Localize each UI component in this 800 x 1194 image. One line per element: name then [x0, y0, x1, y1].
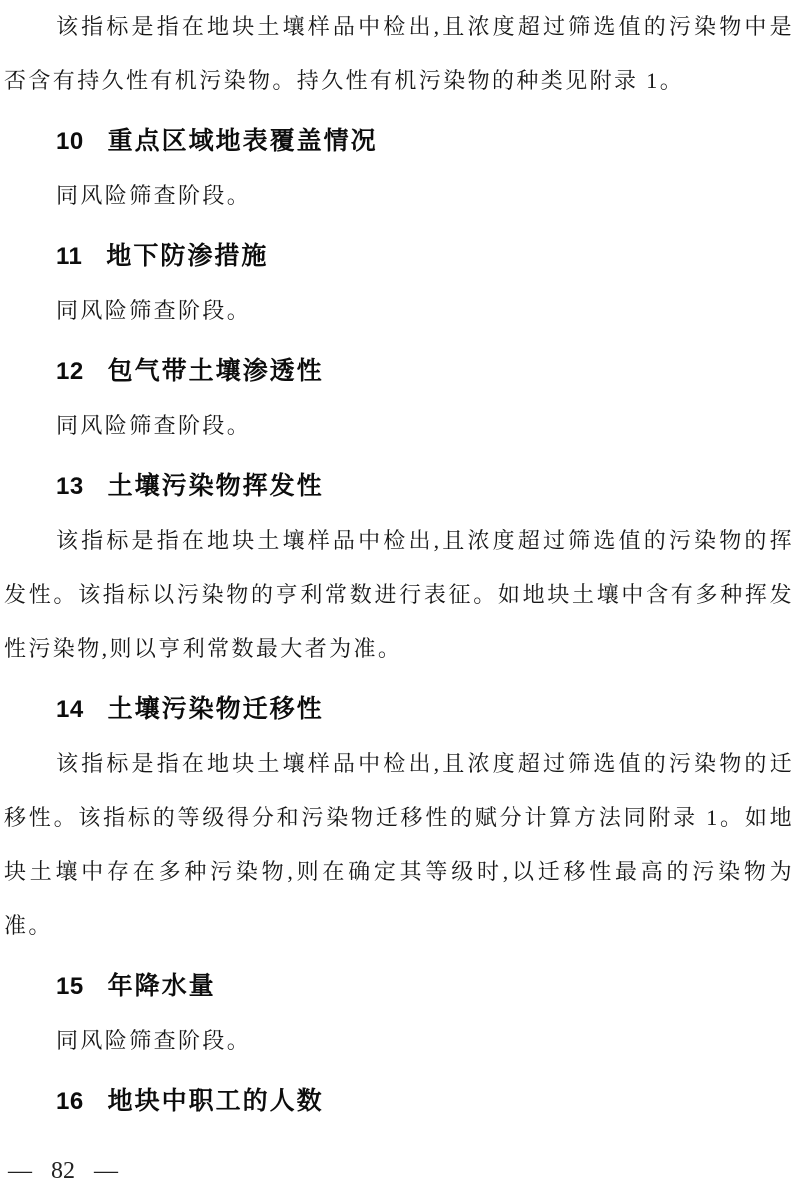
paragraph-volatility: 该指标是指在地块土壤样品中检出,且浓度超过筛选值的污染物的挥发性。该指标以污染物的亨利常数进行表征。如地块土壤中含有多种挥发性污染物,则以亨利常数最大者为准。 — [4, 528, 794, 661]
section-heading-12 — [4, 344, 794, 399]
paragraph-same-as-screening: 同风险筛查阶段。 — [56, 183, 252, 208]
section-number: 12 — [56, 358, 84, 385]
paragraph-mobility: 该指标是指在地块土壤样品中检出,且浓度超过筛选值的污染物的迁移性。该指标的等级得分和污染物迁移性的赋分计算方法同附录 1。如地块土壤中存在多种污染物,则在确定其等级时,以迁移性最高的污染物为准。 — [4, 751, 794, 938]
page-number: 82 — [51, 1158, 75, 1184]
section-title: 地下防渗措施 — [106, 242, 269, 270]
section-title: 年降水量 — [107, 972, 216, 1000]
section-number: 11 — [56, 243, 83, 270]
paragraph-same-as-screening: 同风险筛查阶段。 — [56, 413, 252, 438]
section-number: 10 — [56, 128, 84, 155]
section-title: 重点区域地表覆盖情况 — [107, 127, 378, 155]
section-title: 包气带土壤渗透性 — [107, 357, 324, 385]
section-heading-14 — [4, 682, 794, 737]
section-title: 地块中职工的人数 — [107, 1087, 324, 1115]
section-heading-10 — [4, 114, 794, 169]
paragraph-same-as-screening: 同风险筛查阶段。 — [56, 1028, 252, 1053]
paragraph-pop-indicator: 该指标是指在地块土壤样品中检出,且浓度超过筛选值的污染物中是否含有持久性有机污染物。持久性有机污染物的种类见附录 1。 — [4, 14, 794, 93]
section-heading-13 — [4, 459, 794, 514]
footer-dash-right: — — [94, 1158, 118, 1184]
section-heading-15 — [4, 959, 794, 1014]
section-heading-16 — [4, 1074, 794, 1129]
paragraph-same-as-screening: 同风险筛查阶段。 — [56, 298, 252, 323]
footer-dash-left: — — [8, 1158, 32, 1184]
section-heading-11 — [4, 229, 794, 284]
section-title: 土壤污染物迁移性 — [107, 695, 324, 723]
page-footer — [8, 1156, 118, 1186]
section-number: 16 — [56, 1088, 84, 1115]
section-number: 13 — [56, 473, 84, 500]
section-number: 15 — [56, 973, 84, 1000]
section-number: 14 — [56, 696, 84, 723]
section-title: 土壤污染物挥发性 — [107, 472, 324, 500]
